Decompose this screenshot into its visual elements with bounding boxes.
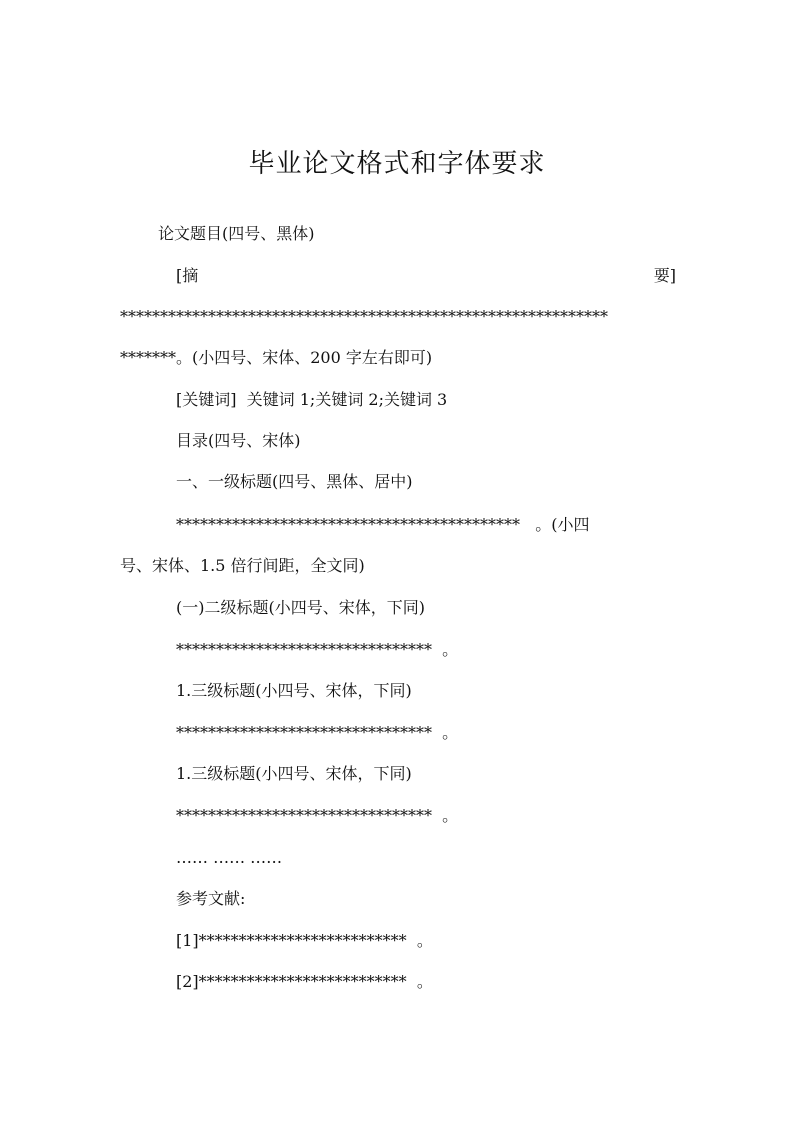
abstract-stars-line: ************************************************************* — [120, 307, 608, 326]
level1-heading: 一、一级标题(四号、黑体、居中) — [176, 472, 413, 491]
abstract-label-right: 要] — [653, 266, 676, 285]
level1-body-continuation: 号、宋体、1.5 倍行间距，全文同) — [120, 556, 365, 575]
thesis-title-line: 论文题目(四号、黑体) — [158, 224, 315, 243]
toc-line: 目录(四号、宋体) — [176, 431, 301, 450]
reference-1: [1]************************** 。 — [176, 931, 433, 950]
level2-body: ******************************** 。 — [176, 640, 459, 659]
keywords-line: [关键词] 关键词 1;关键词 2;关键词 3 — [176, 390, 448, 409]
level3-body-a: ******************************** 。 — [176, 723, 459, 742]
level1-body-start: ******************************************* 。(小四 — [176, 515, 590, 534]
level2-heading: (一)二级标题(小四号、宋体，下同) — [176, 598, 425, 617]
reference-2: [2]************************** 。 — [176, 972, 433, 991]
references-heading: 参考文献: — [176, 889, 246, 908]
level3-heading-b: 1.三级标题(小四号、宋体，下同) — [176, 764, 412, 783]
ellipsis-line: …… …… …… — [176, 848, 283, 867]
abstract-stars-tail: *******。(小四号、宋体、200 字左右即可) — [120, 348, 433, 367]
level3-heading-a: 1.三级标题(小四号、宋体，下同) — [176, 681, 412, 700]
page-title: 毕业论文格式和字体要求 — [248, 149, 546, 179]
abstract-label-left: [摘 — [176, 266, 199, 285]
level3-body-b: ******************************** 。 — [176, 806, 459, 825]
